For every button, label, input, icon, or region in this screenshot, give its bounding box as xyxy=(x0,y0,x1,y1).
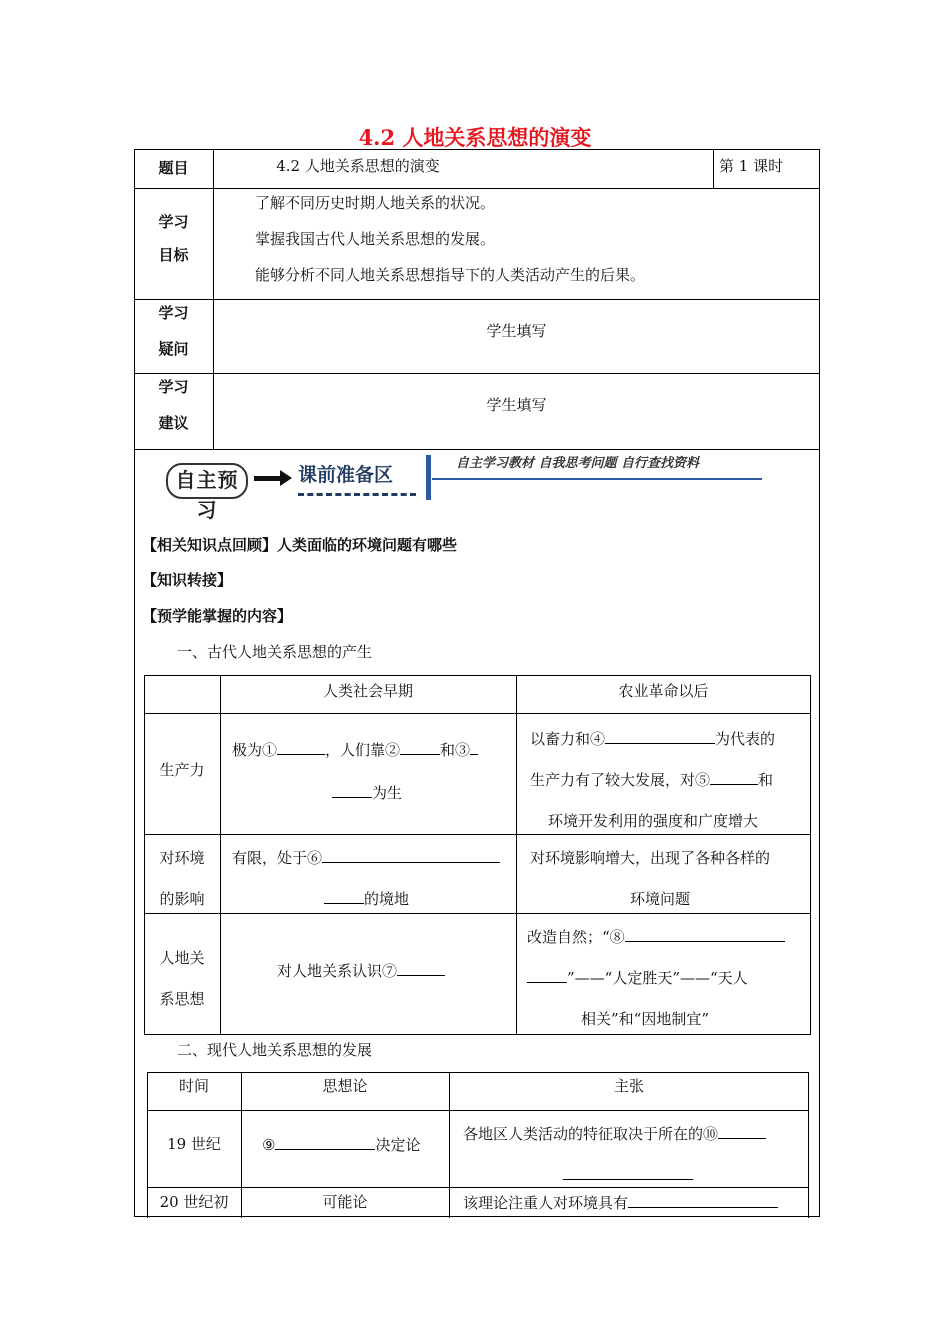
self-study-badge: 自主预习 xyxy=(166,463,248,499)
label-line: 对环境 xyxy=(159,849,205,867)
impact-agri xyxy=(530,838,806,920)
goals-list xyxy=(255,193,815,301)
cell-text: 和③ xyxy=(440,741,471,759)
blank-10-cont xyxy=(563,1164,693,1180)
table1-col-agri: 农业革命以后 xyxy=(618,682,709,700)
blank-3 xyxy=(470,739,478,755)
cell-text: 该理论注重人对环境具有 xyxy=(463,1194,629,1212)
label-line: 人地关 xyxy=(159,949,205,967)
divider xyxy=(713,149,714,188)
cell-text: ⑨ xyxy=(262,1136,276,1154)
blank-11 xyxy=(628,1192,778,1208)
arrow-icon xyxy=(254,476,282,481)
cell-text: 以畜力和④ xyxy=(530,730,606,748)
blank-3-cont xyxy=(332,782,372,798)
advice-value: 学生填写 xyxy=(486,396,547,414)
row-label-impact xyxy=(144,838,220,920)
advice-label-line: 学习 xyxy=(158,378,189,396)
goal-item: 了解不同历史时期人地关系的状况。 xyxy=(255,194,496,212)
blank-1 xyxy=(277,739,325,755)
time-19c: 19 世纪 xyxy=(167,1135,221,1153)
claim-20c xyxy=(463,1192,805,1213)
banner-bar xyxy=(426,455,431,500)
blank-5 xyxy=(710,769,758,785)
cell-text: 为生 xyxy=(372,784,403,802)
time-20c: 20 世纪初 xyxy=(159,1193,229,1211)
label-line: 系思想 xyxy=(159,990,205,1008)
cell-text: 环境问题 xyxy=(630,890,691,908)
cell-text: 相关”和“因地制宜” xyxy=(581,1010,710,1028)
blank-2 xyxy=(400,739,440,755)
cell-text: ，人们靠② xyxy=(325,741,401,759)
questions-label-line: 疑问 xyxy=(158,340,189,358)
cell-text: 环境开发利用的强度和广度增大 xyxy=(548,812,759,830)
blank-6-cont xyxy=(324,888,364,904)
questions-label xyxy=(134,303,213,359)
arrow-head-icon xyxy=(280,470,292,486)
goals-label-line: 学习 xyxy=(158,213,189,231)
part1-title: 一、古代人地关系思想的产生 xyxy=(177,643,373,661)
cell-text: 的境地 xyxy=(364,890,410,908)
cell-text: 各地区人类活动的特征取决于所在的⑩ xyxy=(463,1125,719,1143)
cell-text: 和 xyxy=(758,771,774,789)
divider xyxy=(147,1110,809,1111)
cell-text: 改造自然；“⑧ xyxy=(527,928,625,946)
lesson-period: 第 1 课时 xyxy=(719,157,784,175)
cell-text: 极为① xyxy=(232,741,278,759)
transfer-heading: 【知识转接】 xyxy=(142,571,233,589)
divider xyxy=(134,373,820,374)
divider xyxy=(134,188,820,189)
productivity-early xyxy=(232,739,512,803)
goals-label xyxy=(134,212,213,265)
cell-text: ”——“人定胜天”——“天人 xyxy=(567,969,748,987)
header-theory: 思想论 xyxy=(322,1077,368,1095)
row-label-productivity: 生产力 xyxy=(159,761,205,779)
header-claim: 主张 xyxy=(613,1077,644,1095)
blank-9 xyxy=(275,1134,375,1150)
productivity-agri xyxy=(530,719,806,842)
cell-text: 对人地关系认识⑦ xyxy=(277,962,398,980)
part2-title: 二、现代人地关系思想的发展 xyxy=(177,1041,373,1059)
divider xyxy=(516,675,517,1035)
thought-early xyxy=(277,960,512,981)
row-label-thought xyxy=(144,938,220,1020)
cell-text: 对环境影响增大，出现了各种各样的 xyxy=(530,849,771,867)
divider xyxy=(220,675,221,1035)
banner-title: 课前准备区 xyxy=(298,464,394,486)
blank-4 xyxy=(605,728,715,744)
blank-8-cont xyxy=(527,967,567,983)
questions-value: 学生填写 xyxy=(486,322,547,340)
goals-label-line: 目标 xyxy=(158,246,189,264)
blank-6 xyxy=(322,847,500,863)
preview-heading: 【预学能掌握的内容】 xyxy=(142,607,293,625)
impact-early xyxy=(232,838,512,920)
theory-19c xyxy=(262,1134,447,1155)
review-heading: 【相关知识点回顾】人类面临的环境问题有哪些 xyxy=(142,536,458,554)
cell-text: 决定论 xyxy=(375,1136,421,1154)
divider xyxy=(134,449,820,450)
page-title: 4.2 人地关系思想的演变 xyxy=(358,125,592,150)
cell-text: 为代表的 xyxy=(715,730,776,748)
advice-label-line: 建议 xyxy=(158,414,189,432)
cell-text: 有限，处于⑥ xyxy=(232,849,323,867)
divider xyxy=(144,713,811,714)
header-time: 时间 xyxy=(178,1077,209,1095)
label-line: 的影响 xyxy=(159,890,205,908)
blank-7 xyxy=(397,960,445,976)
thought-agri xyxy=(527,917,807,1040)
cell-text: 生产力有了较大发展，对⑤ xyxy=(530,771,711,789)
questions-label-line: 学习 xyxy=(158,304,189,322)
theory-20c: 可能论 xyxy=(322,1193,368,1211)
blank-8 xyxy=(625,926,785,942)
table1-col-early: 人类社会早期 xyxy=(322,682,413,700)
banner-line xyxy=(432,478,762,480)
banner-underline xyxy=(298,493,416,496)
advice-label xyxy=(134,377,213,433)
banner-slogan: 自主学习教材 自我思考问题 自行查找资料 xyxy=(456,456,700,471)
goal-item: 掌握我国古代人地关系思想的发展。 xyxy=(255,230,496,248)
topic-value: 4.2 人地关系思想的演变 xyxy=(276,157,440,175)
claim-19c xyxy=(463,1114,805,1196)
topic-label: 题目 xyxy=(158,159,189,177)
goal-item: 能够分析不同人地关系思想指导下的人类活动产生的后果。 xyxy=(255,266,646,284)
blank-10 xyxy=(718,1123,766,1139)
